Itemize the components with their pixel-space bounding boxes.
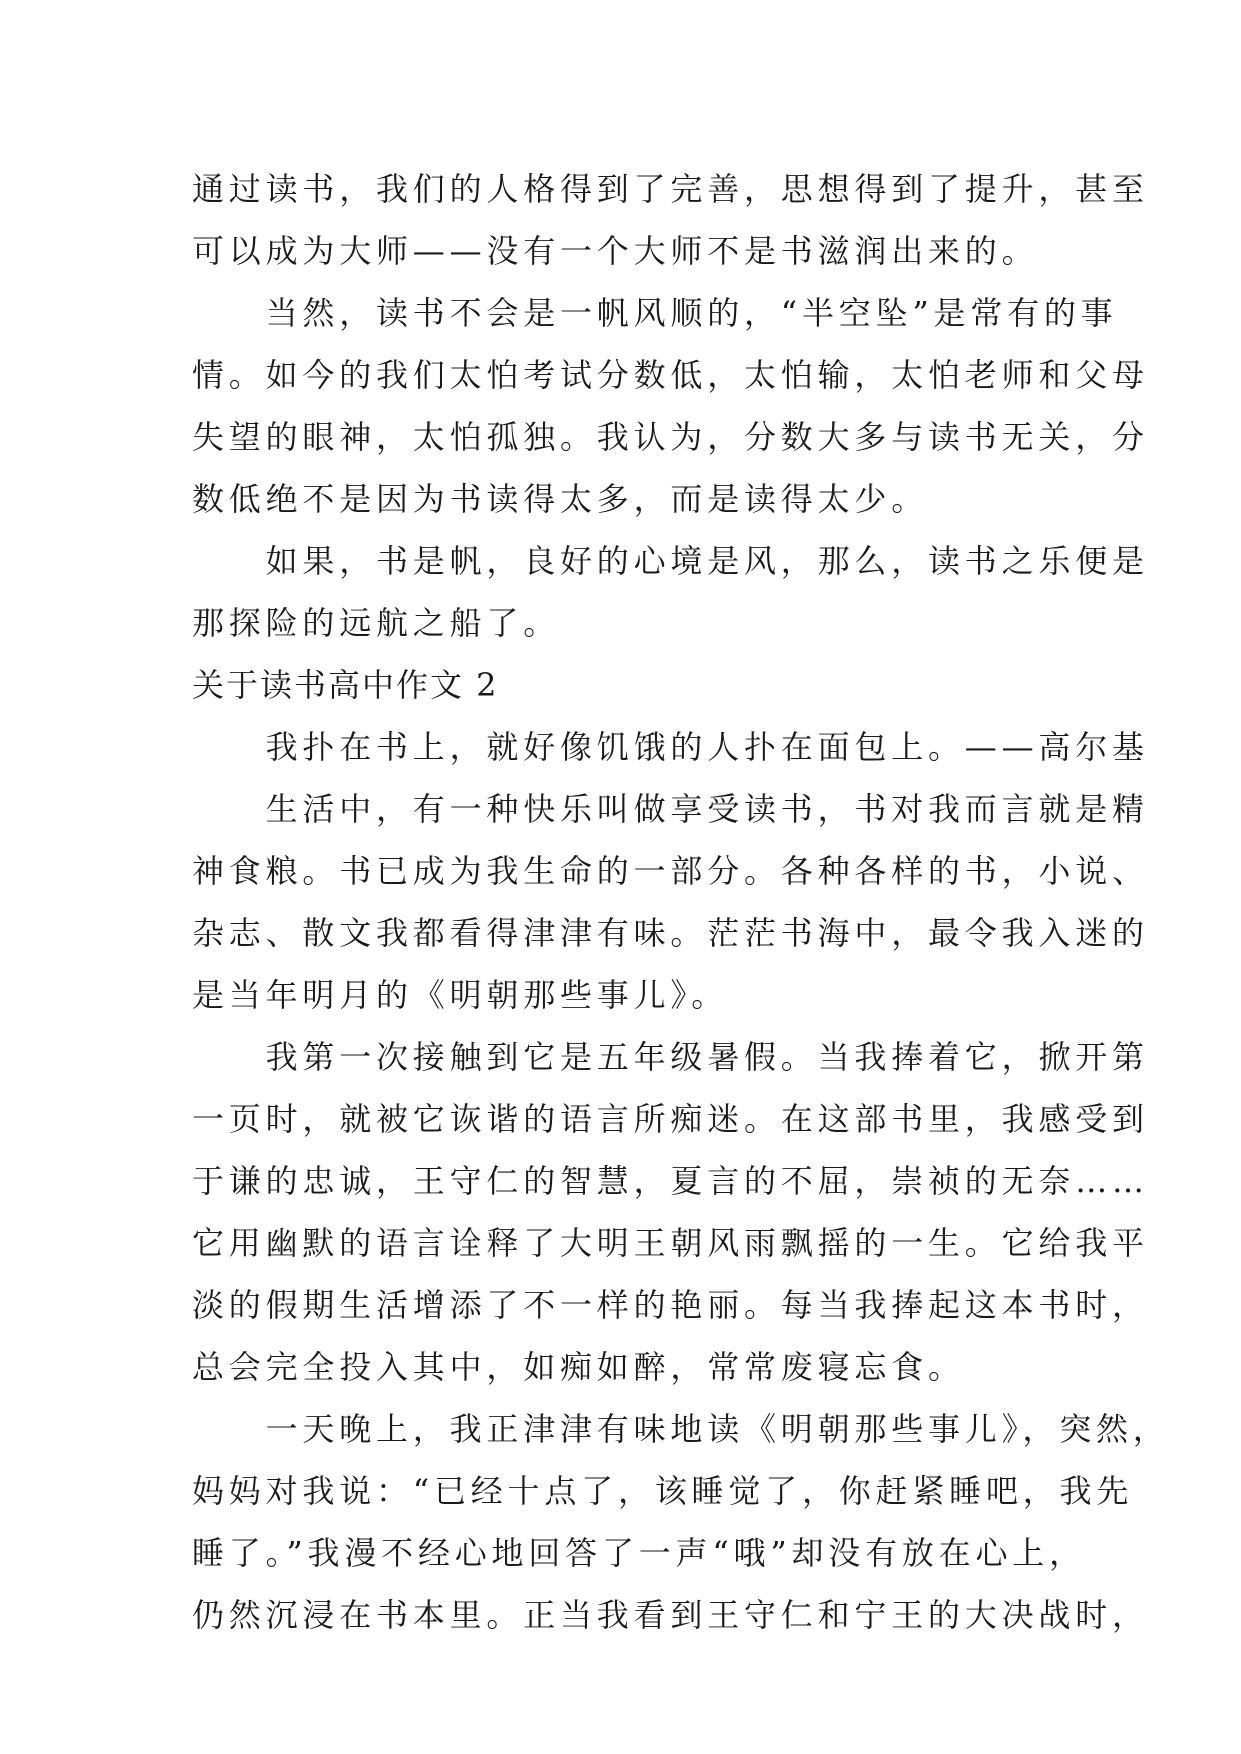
text-line: 失望的眼神，太怕孤独。我认为，分数大多与读书无关，分 xyxy=(192,418,1149,456)
text-line: 仍然沉浸在书本里。正当我看到王守仁和宁王的大决战时， xyxy=(192,1596,1149,1634)
text-line: 我第一次接触到它是五年级暑假。当我捧着它，掀开第 xyxy=(192,1038,1149,1076)
text-line: 那探险的远航之船了。 xyxy=(192,604,561,642)
text-line: 如果，书是帆，良好的心境是风，那么，读书之乐便是 xyxy=(192,542,1149,580)
section-heading: 关于读书高中作文 2 xyxy=(192,666,499,704)
text-line: 当然，读书不会是一帆风顺的，“半空坠”是常有的事 xyxy=(192,294,1118,332)
text-line: 于谦的忠诚，王守仁的智慧，夏言的不屈，崇祯的无奈…… xyxy=(192,1162,1149,1200)
text-line: 情。如今的我们太怕考试分数低，太怕输，太怕老师和父母 xyxy=(192,356,1149,394)
text-line: 妈妈对我说：“已经十点了，该睡觉了，你赶紧睡吧，我先 xyxy=(192,1472,1134,1510)
text-line: 神食粮。书已成为我生命的一部分。各种各样的书，小说、 xyxy=(192,852,1149,890)
text-line: 睡了。”我漫不经心地回答了一声“哦”却没有放在心上， xyxy=(192,1534,1086,1572)
text-line: 数低绝不是因为书读得太多，而是读得太少。 xyxy=(192,480,929,518)
text-line: 一页时，就被它诙谐的语言所痴迷。在这部书里，我感受到 xyxy=(192,1100,1149,1138)
text-line: 它用幽默的语言诠释了大明王朝风雨飘摇的一生。它给我平 xyxy=(192,1224,1149,1262)
text-line: 是当年明月的《明朝那些事儿》。 xyxy=(192,976,729,1014)
text-line: 我扑在书上，就好像饥饿的人扑在面包上。——高尔基 xyxy=(192,728,1149,766)
text-line: 可以成为大师——没有一个大师不是书滋润出来的。 xyxy=(192,232,1039,270)
essay-text xyxy=(192,158,1170,1646)
text-line: 总会完全投入其中，如痴如醉，常常废寝忘食。 xyxy=(192,1348,965,1386)
text-line: 杂志、散文我都看得津津有味。茫茫书海中，最令我入迷的 xyxy=(192,914,1149,952)
text-line: 通过读书，我们的人格得到了完善，思想得到了提升，甚至 xyxy=(192,170,1149,208)
text-line: 淡的假期生活增添了不一样的艳丽。每当我捧起这本书时， xyxy=(192,1286,1149,1324)
text-line: 一天晚上，我正津津有味地读《明朝那些事儿》，突然， xyxy=(192,1410,1170,1448)
text-line: 生活中，有一种快乐叫做享受读书，书对我而言就是精 xyxy=(192,790,1149,828)
